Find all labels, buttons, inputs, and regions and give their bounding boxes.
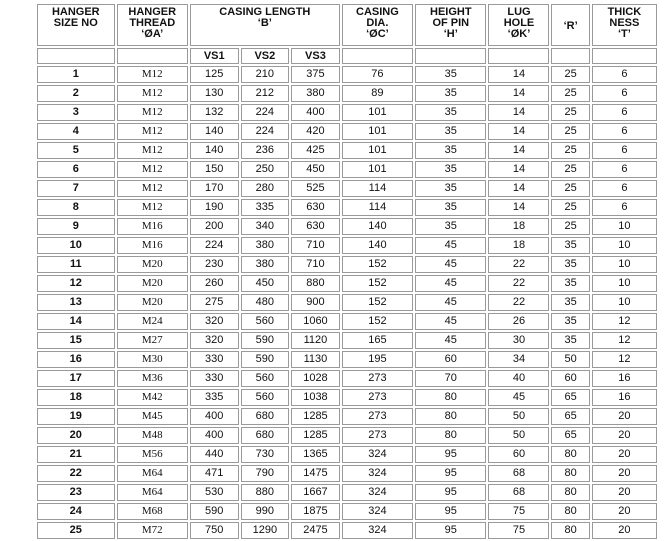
cell-lug-hole: 14 — [488, 161, 549, 178]
cell-vs2: 990 — [241, 503, 290, 520]
cell-vs2: 224 — [241, 123, 290, 140]
cell-vs2: 680 — [241, 408, 290, 425]
cell-r: 25 — [551, 218, 589, 235]
cell-vs1: 132 — [190, 104, 239, 121]
table-row — [37, 237, 657, 254]
cell-size-no: 15 — [37, 332, 115, 349]
cell-vs2: 212 — [241, 85, 290, 102]
cell-height-of-pin: 60 — [415, 351, 486, 368]
cell-thickness: 6 — [592, 142, 657, 159]
cell-lug-hole: 75 — [488, 503, 549, 520]
cell-hanger-thread: M20 — [117, 256, 188, 273]
cell-casing-dia: 152 — [342, 275, 413, 292]
cell-size-no: 21 — [37, 446, 115, 463]
subheader-vs1: VS1 — [190, 48, 239, 64]
cell-hanger-thread: M30 — [117, 351, 188, 368]
table-row — [37, 199, 657, 216]
cell-r: 35 — [551, 332, 589, 349]
cell-lug-hole: 50 — [488, 427, 549, 444]
cell-lug-hole: 18 — [488, 218, 549, 235]
cell-hanger-thread: M72 — [117, 522, 188, 539]
cell-vs1: 440 — [190, 446, 239, 463]
cell-casing-dia: 152 — [342, 256, 413, 273]
cell-vs2: 380 — [241, 237, 290, 254]
table-row — [37, 370, 657, 387]
cell-height-of-pin: 35 — [415, 180, 486, 197]
cell-vs3: 710 — [291, 256, 340, 273]
cell-lug-hole: 18 — [488, 237, 549, 254]
table-row — [37, 465, 657, 482]
cell-size-no: 25 — [37, 522, 115, 539]
cell-thickness: 20 — [592, 446, 657, 463]
header-hanger-thread: HANGER THREAD ‘ØA’ — [117, 4, 188, 46]
cell-thickness: 10 — [592, 218, 657, 235]
cell-size-no: 24 — [37, 503, 115, 520]
table-row — [37, 180, 657, 197]
cell-height-of-pin: 45 — [415, 275, 486, 292]
header-hanger-size: HANGER SIZE NO — [37, 4, 115, 46]
cell-vs1: 590 — [190, 503, 239, 520]
cell-thickness: 16 — [592, 389, 657, 406]
table-row — [37, 218, 657, 235]
cell-thickness: 20 — [592, 484, 657, 501]
cell-casing-dia: 273 — [342, 389, 413, 406]
cell-vs3: 1285 — [291, 427, 340, 444]
cell-hanger-thread: M64 — [117, 465, 188, 482]
table-row — [37, 351, 657, 368]
cell-vs3: 900 — [291, 294, 340, 311]
cell-vs3: 1875 — [291, 503, 340, 520]
subheader-empty-r — [551, 48, 589, 64]
cell-lug-hole: 14 — [488, 199, 549, 216]
cell-r: 25 — [551, 180, 589, 197]
cell-lug-hole: 68 — [488, 484, 549, 501]
cell-size-no: 23 — [37, 484, 115, 501]
cell-height-of-pin: 45 — [415, 332, 486, 349]
cell-size-no: 1 — [37, 66, 115, 83]
cell-vs2: 790 — [241, 465, 290, 482]
cell-height-of-pin: 95 — [415, 503, 486, 520]
cell-vs3: 630 — [291, 199, 340, 216]
cell-lug-hole: 14 — [488, 66, 549, 83]
cell-vs1: 530 — [190, 484, 239, 501]
cell-thickness: 20 — [592, 465, 657, 482]
cell-casing-dia: 195 — [342, 351, 413, 368]
cell-size-no: 10 — [37, 237, 115, 254]
cell-hanger-thread: M12 — [117, 66, 188, 83]
cell-vs2: 335 — [241, 199, 290, 216]
cell-hanger-thread: M64 — [117, 484, 188, 501]
cell-vs3: 380 — [291, 85, 340, 102]
cell-size-no: 17 — [37, 370, 115, 387]
table-row — [37, 85, 657, 102]
cell-vs1: 400 — [190, 427, 239, 444]
hanger-spec-table — [35, 2, 659, 541]
cell-thickness: 10 — [592, 275, 657, 292]
cell-thickness: 6 — [592, 85, 657, 102]
cell-vs3: 400 — [291, 104, 340, 121]
cell-vs2: 236 — [241, 142, 290, 159]
cell-casing-dia: 152 — [342, 294, 413, 311]
cell-thickness: 12 — [592, 332, 657, 349]
cell-vs2: 880 — [241, 484, 290, 501]
table-header — [37, 4, 657, 64]
cell-vs3: 630 — [291, 218, 340, 235]
cell-vs3: 1060 — [291, 313, 340, 330]
cell-casing-dia: 76 — [342, 66, 413, 83]
cell-lug-hole: 30 — [488, 332, 549, 349]
cell-vs2: 590 — [241, 332, 290, 349]
cell-height-of-pin: 95 — [415, 465, 486, 482]
cell-casing-dia: 273 — [342, 427, 413, 444]
header-row-main — [37, 4, 657, 46]
header-thickness: THICK NESS ‘T’ — [592, 4, 657, 46]
cell-r: 65 — [551, 427, 589, 444]
cell-vs3: 375 — [291, 66, 340, 83]
cell-lug-hole: 34 — [488, 351, 549, 368]
cell-size-no: 4 — [37, 123, 115, 140]
cell-vs3: 1285 — [291, 408, 340, 425]
cell-casing-dia: 324 — [342, 446, 413, 463]
cell-height-of-pin: 35 — [415, 218, 486, 235]
cell-vs1: 400 — [190, 408, 239, 425]
cell-vs3: 425 — [291, 142, 340, 159]
cell-thickness: 20 — [592, 522, 657, 539]
table-row — [37, 427, 657, 444]
cell-vs1: 320 — [190, 313, 239, 330]
cell-vs1: 330 — [190, 351, 239, 368]
cell-r: 35 — [551, 275, 589, 292]
header-height-of-pin: HEIGHT OF PIN ‘H’ — [415, 4, 486, 46]
table-row — [37, 484, 657, 501]
cell-r: 35 — [551, 256, 589, 273]
cell-size-no: 9 — [37, 218, 115, 235]
cell-vs1: 150 — [190, 161, 239, 178]
cell-vs1: 190 — [190, 199, 239, 216]
cell-lug-hole: 14 — [488, 85, 549, 102]
cell-size-no: 8 — [37, 199, 115, 216]
cell-vs3: 1130 — [291, 351, 340, 368]
cell-vs3: 1475 — [291, 465, 340, 482]
cell-height-of-pin: 35 — [415, 142, 486, 159]
header-casing-dia: CASING DIA. ‘ØC’ — [342, 4, 413, 46]
cell-vs3: 1365 — [291, 446, 340, 463]
cell-thickness: 6 — [592, 199, 657, 216]
cell-height-of-pin: 95 — [415, 522, 486, 539]
cell-vs1: 170 — [190, 180, 239, 197]
cell-vs2: 210 — [241, 66, 290, 83]
cell-casing-dia: 101 — [342, 123, 413, 140]
cell-vs2: 340 — [241, 218, 290, 235]
cell-height-of-pin: 95 — [415, 446, 486, 463]
cell-thickness: 6 — [592, 161, 657, 178]
cell-vs3: 1028 — [291, 370, 340, 387]
table-row — [37, 123, 657, 140]
cell-height-of-pin: 80 — [415, 389, 486, 406]
cell-casing-dia: 324 — [342, 465, 413, 482]
cell-height-of-pin: 35 — [415, 66, 486, 83]
cell-vs3: 1120 — [291, 332, 340, 349]
table-row — [37, 332, 657, 349]
cell-height-of-pin: 45 — [415, 294, 486, 311]
cell-r: 50 — [551, 351, 589, 368]
cell-r: 25 — [551, 104, 589, 121]
cell-lug-hole: 40 — [488, 370, 549, 387]
cell-hanger-thread: M12 — [117, 123, 188, 140]
cell-lug-hole: 22 — [488, 294, 549, 311]
subheader-empty-lug — [488, 48, 549, 64]
cell-thickness: 12 — [592, 313, 657, 330]
cell-vs2: 250 — [241, 161, 290, 178]
cell-size-no: 16 — [37, 351, 115, 368]
cell-casing-dia: 140 — [342, 218, 413, 235]
cell-vs3: 450 — [291, 161, 340, 178]
cell-r: 25 — [551, 66, 589, 83]
hanger-spec-table-container — [35, 2, 659, 541]
cell-size-no: 6 — [37, 161, 115, 178]
cell-vs1: 335 — [190, 389, 239, 406]
cell-vs1: 140 — [190, 123, 239, 140]
cell-height-of-pin: 35 — [415, 199, 486, 216]
cell-size-no: 18 — [37, 389, 115, 406]
cell-vs1: 224 — [190, 237, 239, 254]
cell-vs1: 140 — [190, 142, 239, 159]
cell-hanger-thread: M12 — [117, 199, 188, 216]
table-row — [37, 389, 657, 406]
cell-hanger-thread: M42 — [117, 389, 188, 406]
cell-size-no: 22 — [37, 465, 115, 482]
cell-hanger-thread: M20 — [117, 275, 188, 292]
cell-r: 25 — [551, 161, 589, 178]
cell-lug-hole: 50 — [488, 408, 549, 425]
cell-casing-dia: 114 — [342, 199, 413, 216]
cell-r: 25 — [551, 199, 589, 216]
cell-hanger-thread: M27 — [117, 332, 188, 349]
cell-casing-dia: 101 — [342, 142, 413, 159]
table-body — [37, 66, 657, 539]
cell-size-no: 14 — [37, 313, 115, 330]
cell-lug-hole: 22 — [488, 275, 549, 292]
cell-hanger-thread: M16 — [117, 237, 188, 254]
cell-size-no: 11 — [37, 256, 115, 273]
cell-hanger-thread: M24 — [117, 313, 188, 330]
subheader-empty-height — [415, 48, 486, 64]
table-row — [37, 142, 657, 159]
cell-size-no: 20 — [37, 427, 115, 444]
cell-thickness: 10 — [592, 256, 657, 273]
table-row — [37, 66, 657, 83]
cell-height-of-pin: 35 — [415, 123, 486, 140]
cell-vs2: 560 — [241, 370, 290, 387]
header-lug-hole: LUG HOLE ‘ØK’ — [488, 4, 549, 46]
header-casing-length: CASING LENGTH ‘B’ — [190, 4, 340, 46]
cell-thickness: 20 — [592, 503, 657, 520]
cell-height-of-pin: 70 — [415, 370, 486, 387]
cell-thickness: 16 — [592, 370, 657, 387]
table-row — [37, 503, 657, 520]
cell-height-of-pin: 95 — [415, 484, 486, 501]
cell-casing-dia: 324 — [342, 503, 413, 520]
cell-thickness: 12 — [592, 351, 657, 368]
cell-size-no: 12 — [37, 275, 115, 292]
table-row — [37, 408, 657, 425]
cell-hanger-thread: M12 — [117, 142, 188, 159]
cell-thickness: 6 — [592, 123, 657, 140]
cell-vs2: 280 — [241, 180, 290, 197]
cell-height-of-pin: 35 — [415, 104, 486, 121]
cell-lug-hole: 14 — [488, 142, 549, 159]
cell-size-no: 3 — [37, 104, 115, 121]
cell-hanger-thread: M68 — [117, 503, 188, 520]
subheader-vs3: VS3 — [291, 48, 340, 64]
cell-casing-dia: 273 — [342, 408, 413, 425]
cell-vs1: 750 — [190, 522, 239, 539]
cell-hanger-thread: M56 — [117, 446, 188, 463]
table-row — [37, 313, 657, 330]
cell-casing-dia: 165 — [342, 332, 413, 349]
cell-r: 65 — [551, 408, 589, 425]
cell-vs1: 260 — [190, 275, 239, 292]
cell-casing-dia: 89 — [342, 85, 413, 102]
cell-vs3: 2475 — [291, 522, 340, 539]
cell-height-of-pin: 45 — [415, 237, 486, 254]
cell-vs3: 1667 — [291, 484, 340, 501]
cell-casing-dia: 273 — [342, 370, 413, 387]
cell-r: 25 — [551, 123, 589, 140]
cell-vs1: 330 — [190, 370, 239, 387]
table-row — [37, 446, 657, 463]
cell-thickness: 6 — [592, 104, 657, 121]
subheader-vs2: VS2 — [241, 48, 290, 64]
cell-casing-dia: 324 — [342, 484, 413, 501]
cell-lug-hole: 14 — [488, 123, 549, 140]
table-row — [37, 522, 657, 539]
cell-height-of-pin: 45 — [415, 256, 486, 273]
cell-lug-hole: 60 — [488, 446, 549, 463]
cell-vs3: 880 — [291, 275, 340, 292]
table-row — [37, 256, 657, 273]
cell-vs2: 450 — [241, 275, 290, 292]
cell-vs2: 380 — [241, 256, 290, 273]
cell-r: 25 — [551, 142, 589, 159]
header-row-sub — [37, 48, 657, 64]
cell-r: 35 — [551, 237, 589, 254]
cell-height-of-pin: 80 — [415, 427, 486, 444]
cell-thickness: 10 — [592, 237, 657, 254]
cell-r: 80 — [551, 503, 589, 520]
cell-r: 80 — [551, 446, 589, 463]
cell-r: 35 — [551, 313, 589, 330]
cell-size-no: 2 — [37, 85, 115, 102]
cell-height-of-pin: 35 — [415, 161, 486, 178]
cell-vs2: 560 — [241, 389, 290, 406]
cell-vs3: 525 — [291, 180, 340, 197]
subheader-empty-size — [37, 48, 115, 64]
cell-size-no: 19 — [37, 408, 115, 425]
cell-r: 80 — [551, 465, 589, 482]
cell-height-of-pin: 80 — [415, 408, 486, 425]
cell-r: 25 — [551, 85, 589, 102]
cell-size-no: 7 — [37, 180, 115, 197]
cell-vs1: 230 — [190, 256, 239, 273]
cell-casing-dia: 152 — [342, 313, 413, 330]
cell-lug-hole: 26 — [488, 313, 549, 330]
header-r: ‘R’ — [551, 4, 589, 46]
cell-vs2: 1290 — [241, 522, 290, 539]
cell-hanger-thread: M12 — [117, 180, 188, 197]
cell-vs1: 275 — [190, 294, 239, 311]
cell-lug-hole: 14 — [488, 180, 549, 197]
cell-lug-hole: 68 — [488, 465, 549, 482]
cell-lug-hole: 22 — [488, 256, 549, 273]
cell-r: 80 — [551, 484, 589, 501]
cell-thickness: 6 — [592, 180, 657, 197]
subheader-empty-dia — [342, 48, 413, 64]
cell-hanger-thread: M36 — [117, 370, 188, 387]
table-row — [37, 294, 657, 311]
subheader-empty-thread — [117, 48, 188, 64]
cell-hanger-thread: M12 — [117, 85, 188, 102]
cell-vs3: 710 — [291, 237, 340, 254]
cell-vs2: 730 — [241, 446, 290, 463]
cell-vs3: 420 — [291, 123, 340, 140]
cell-r: 60 — [551, 370, 589, 387]
cell-hanger-thread: M48 — [117, 427, 188, 444]
table-row — [37, 275, 657, 292]
cell-casing-dia: 101 — [342, 161, 413, 178]
cell-lug-hole: 14 — [488, 104, 549, 121]
cell-size-no: 5 — [37, 142, 115, 159]
cell-vs2: 590 — [241, 351, 290, 368]
cell-height-of-pin: 35 — [415, 85, 486, 102]
cell-thickness: 20 — [592, 408, 657, 425]
cell-thickness: 6 — [592, 66, 657, 83]
cell-vs2: 224 — [241, 104, 290, 121]
cell-vs1: 130 — [190, 85, 239, 102]
cell-vs2: 560 — [241, 313, 290, 330]
cell-casing-dia: 324 — [342, 522, 413, 539]
cell-hanger-thread: M20 — [117, 294, 188, 311]
cell-casing-dia: 101 — [342, 104, 413, 121]
cell-vs3: 1038 — [291, 389, 340, 406]
cell-lug-hole: 75 — [488, 522, 549, 539]
cell-hanger-thread: M12 — [117, 161, 188, 178]
cell-vs2: 480 — [241, 294, 290, 311]
cell-r: 65 — [551, 389, 589, 406]
cell-thickness: 20 — [592, 427, 657, 444]
cell-lug-hole: 45 — [488, 389, 549, 406]
cell-hanger-thread: M12 — [117, 104, 188, 121]
table-row — [37, 161, 657, 178]
cell-hanger-thread: M16 — [117, 218, 188, 235]
cell-vs2: 680 — [241, 427, 290, 444]
cell-size-no: 13 — [37, 294, 115, 311]
cell-casing-dia: 140 — [342, 237, 413, 254]
cell-r: 80 — [551, 522, 589, 539]
cell-r: 35 — [551, 294, 589, 311]
table-row — [37, 104, 657, 121]
cell-thickness: 10 — [592, 294, 657, 311]
cell-vs1: 200 — [190, 218, 239, 235]
cell-height-of-pin: 45 — [415, 313, 486, 330]
cell-vs1: 471 — [190, 465, 239, 482]
cell-vs1: 320 — [190, 332, 239, 349]
cell-hanger-thread: M45 — [117, 408, 188, 425]
subheader-empty-thickness — [592, 48, 657, 64]
cell-casing-dia: 114 — [342, 180, 413, 197]
cell-vs1: 125 — [190, 66, 239, 83]
